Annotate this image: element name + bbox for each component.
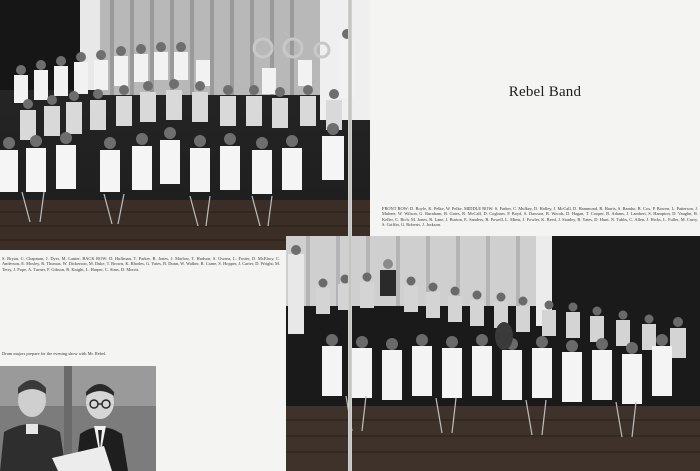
page-spine: [348, 0, 352, 471]
drum-majors-photo-image: [0, 366, 156, 471]
band-photo-top-image: [0, 0, 370, 250]
page-title: Rebel Band: [508, 84, 582, 100]
caption-left: S. Bryan, C. Chapman, J. Dyer, M. Lanier, BACK ROW: D. Huffman, T. Parker, B. Jones, J. Marlow, T. Hudson, S. Owens, L. Foster, D. McElroy, C. Anderson, E. Mosley, R. Thomas, W. Dickerson, M. Duke, T. Brown, K. Rhodes, G. Yates, B. Dunn, W. Walker, R. Crane, S. Hopper, J. Carter, D. Wright, M. Terry, J. Pope, A. Turner, F. Gibson, B. Knight, L. Harper, C. Sims, D. Morris.: [2, 256, 280, 272]
drum-majors-photo: [0, 366, 156, 471]
caption-top: FRONT ROW: D. Boyle, K. Pelke, W. Pelke, MIDDLE ROW: S. Parker, C. Mulkey, D. Holley, J. McCall, D. Hammond, R. Harris, S. Rambo, B. Cox, P. Bowen, L. Patterson, J. Malone, W. Wilson, G. Burnham, B. Gates, R. McCall, D. Cogburn, P. Boyd, S. Dawson, B. Woods, D. Hagan, T. Cooper, B. Adams, J. Lambert, S. Hampton, D. Vaughn, R. Keller, C. Rich, M. Jones, R. Lane, J. Burton, E. Sanders, B. Powell, L. Mims, J. Fowler, K. Reed, J. Stanley, B. Yates, D. Hunt, N. Tubbs, C. Allen, J. Hicks, L. Fuller, M. Curry, S. Griffin, G. Roberts, J. Jackson.: [382, 206, 698, 227]
band-photo-top: [0, 0, 370, 250]
caption-drum-majors: Drum majors prepare for the evening show with Mr. Rebel.: [2, 351, 107, 356]
